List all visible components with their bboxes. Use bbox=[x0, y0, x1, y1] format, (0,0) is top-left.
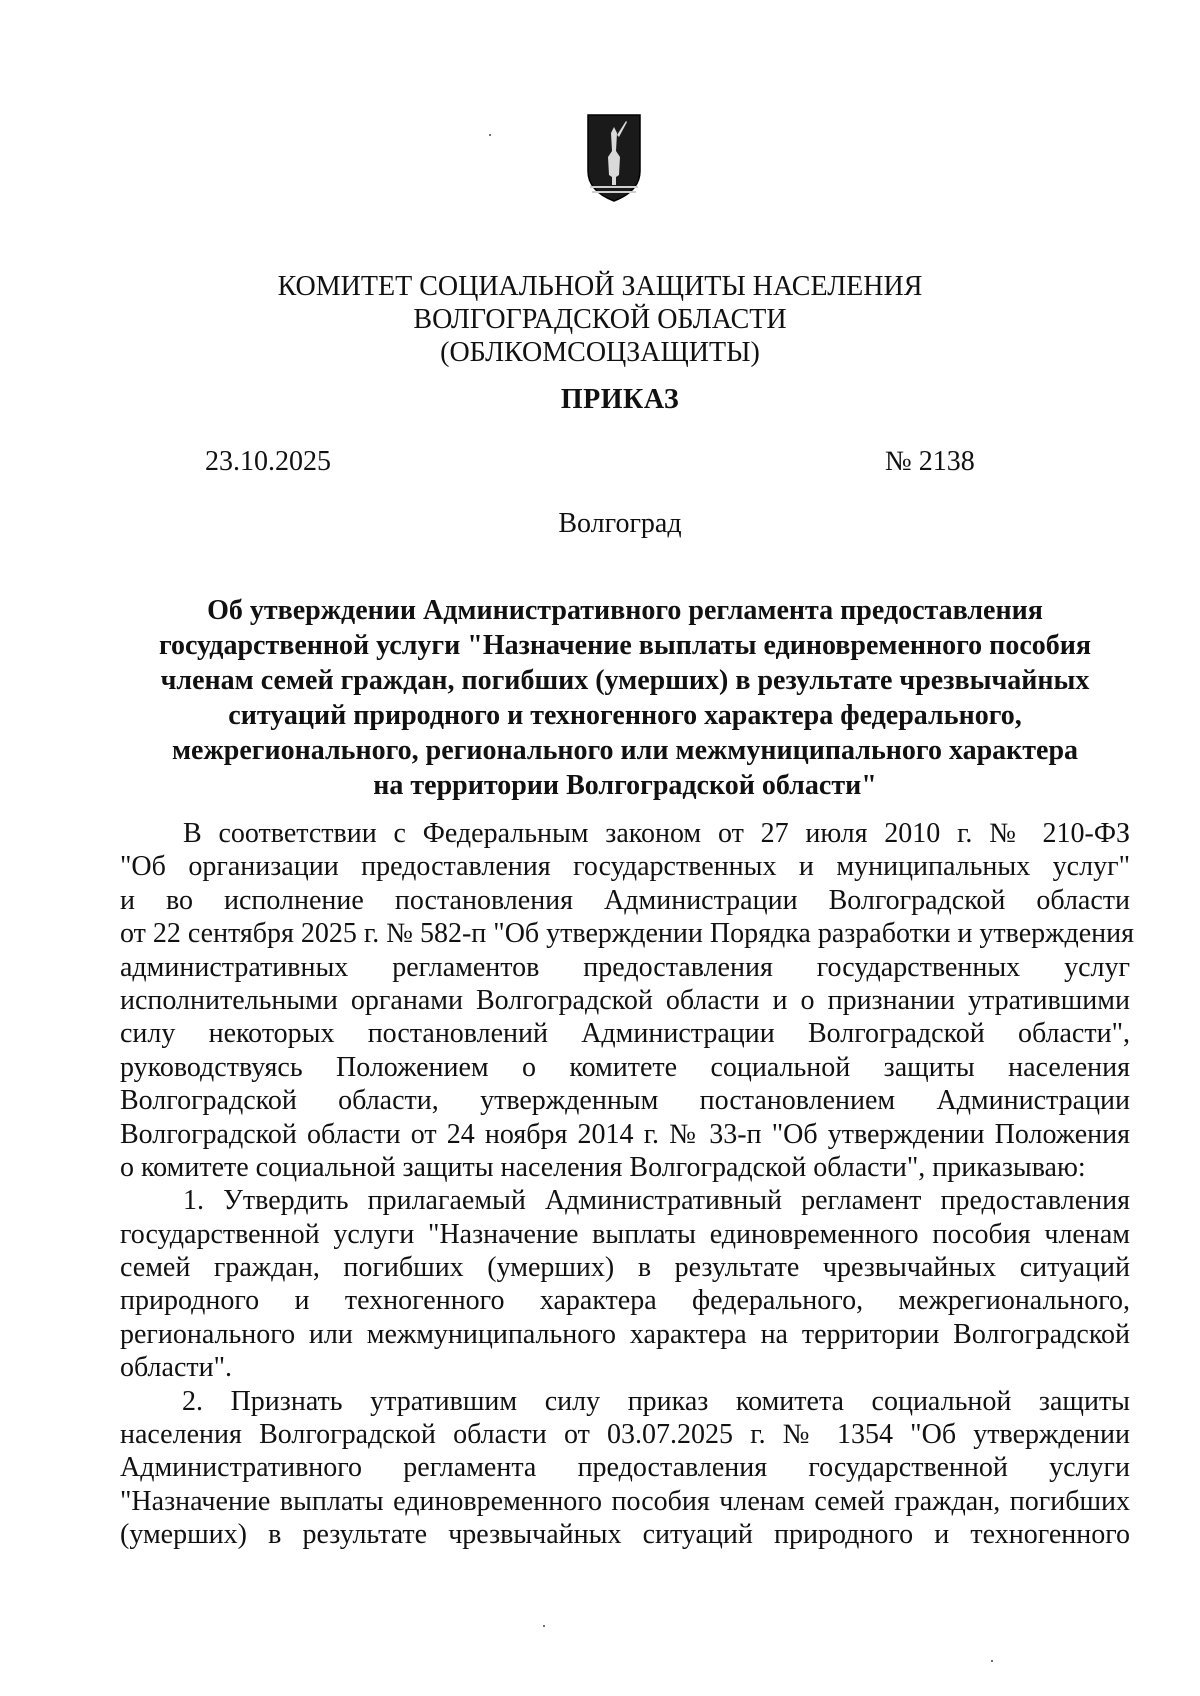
text-line: 1. Утвердить прилагаемый Административный регламент предоставления bbox=[183, 1185, 1130, 1217]
document-number: № 2138 bbox=[885, 446, 975, 477]
text-line: природного и техногенного характера федерального, межрегионального, bbox=[120, 1285, 1130, 1317]
text-line: "Назначение выплаты единовременного пособия членам семей граждан, погибших bbox=[120, 1485, 1130, 1517]
text-line: Волгоградской области, утвержденным постановлением Администрации bbox=[120, 1085, 1130, 1117]
text-line: населения Волгоградской области от 03.07.2025 г. № 1354 "Об утверждении bbox=[120, 1419, 1130, 1451]
text-line: области". bbox=[120, 1352, 233, 1384]
text-line: административных регламентов предоставления государственных услуг bbox=[120, 951, 1130, 983]
text-line: регионального или межмуниципального характера на территории Волгоградской bbox=[120, 1318, 1130, 1350]
title-line: членам семей граждан, погибших (умерших) в результате чрезвычайных bbox=[160, 665, 1090, 696]
organization-name bbox=[0, 270, 1200, 369]
org-line: КОМИТЕТ СОЦИАЛЬНОЙ ЗАЩИТЫ НАСЕЛЕНИЯ bbox=[277, 271, 923, 302]
text-line: силу некоторых постановлений Администрации Волгоградской области", bbox=[120, 1018, 1130, 1050]
coat-of-arms-icon bbox=[586, 113, 642, 203]
text-line: государственной услуги "Назначение выплаты единовременного пособия членам bbox=[120, 1218, 1130, 1250]
text-line: и во исполнение постановления Администрации Волгоградской области bbox=[120, 884, 1130, 916]
document-date: 23.10.2025 bbox=[205, 446, 331, 477]
item-1-paragraph bbox=[120, 1184, 1130, 1384]
text-line: Административного регламента предоставления государственной услуги bbox=[120, 1452, 1130, 1484]
preamble-paragraph bbox=[120, 817, 1135, 1184]
scan-speck bbox=[543, 1625, 545, 1627]
text-line: руководствуясь Положением о комитете социальной защиты населения bbox=[120, 1051, 1130, 1083]
scan-speck bbox=[489, 134, 491, 136]
title-line: ситуаций природного и техногенного характера федерального, bbox=[228, 700, 1022, 731]
text-line: Волгоградской области от 24 ноября 2014 г. № 33-п "Об утверждении Положения bbox=[120, 1118, 1130, 1150]
text-line: "Об организации предоставления государственных и муниципальных услуг" bbox=[120, 851, 1130, 883]
title-line: межрегионального, регионального или межмуниципального характера bbox=[171, 735, 1079, 766]
title-line: на территории Волгоградской области" bbox=[373, 770, 877, 801]
document-title bbox=[120, 593, 1130, 803]
text-line: от 22 сентября 2025 г. № 582-п "Об утверждении Порядка разработки и утверждения bbox=[120, 918, 1135, 950]
org-line: (ОБЛКОМСОЦЗАЩИТЫ) bbox=[440, 337, 760, 368]
org-line: ВОЛГОГРАДСКОЙ ОБЛАСТИ bbox=[413, 304, 787, 335]
text-line: исполнительными органами Волгоградской области и о признании утратившими bbox=[120, 984, 1130, 1016]
text-line: семей граждан, погибших (умерших) в результате чрезвычайных ситуаций bbox=[120, 1252, 1130, 1284]
text-line: о комитете социальной защиты населения Волгоградской области", приказываю: bbox=[120, 1151, 1086, 1183]
title-line: государственной услуги "Назначение выплаты единовременного пособия bbox=[158, 630, 1092, 661]
text-line: (умерших) в результате чрезвычайных ситуаций природного и техногенного bbox=[120, 1519, 1130, 1551]
document-body bbox=[120, 817, 1135, 1552]
title-line: Об утверждении Административного регламента предоставления bbox=[207, 595, 1043, 626]
text-line: 2. Признать утратившим силу приказ комитета социальной защиты bbox=[182, 1385, 1130, 1417]
document-city: Волгоград bbox=[558, 508, 682, 539]
text-line: В соответствии с Федеральным законом от 27 июля 2010 г. № 210-ФЗ bbox=[183, 818, 1130, 849]
document-type: ПРИКАЗ bbox=[560, 384, 680, 415]
scan-speck bbox=[991, 1660, 993, 1662]
item-2-paragraph bbox=[120, 1385, 1130, 1552]
